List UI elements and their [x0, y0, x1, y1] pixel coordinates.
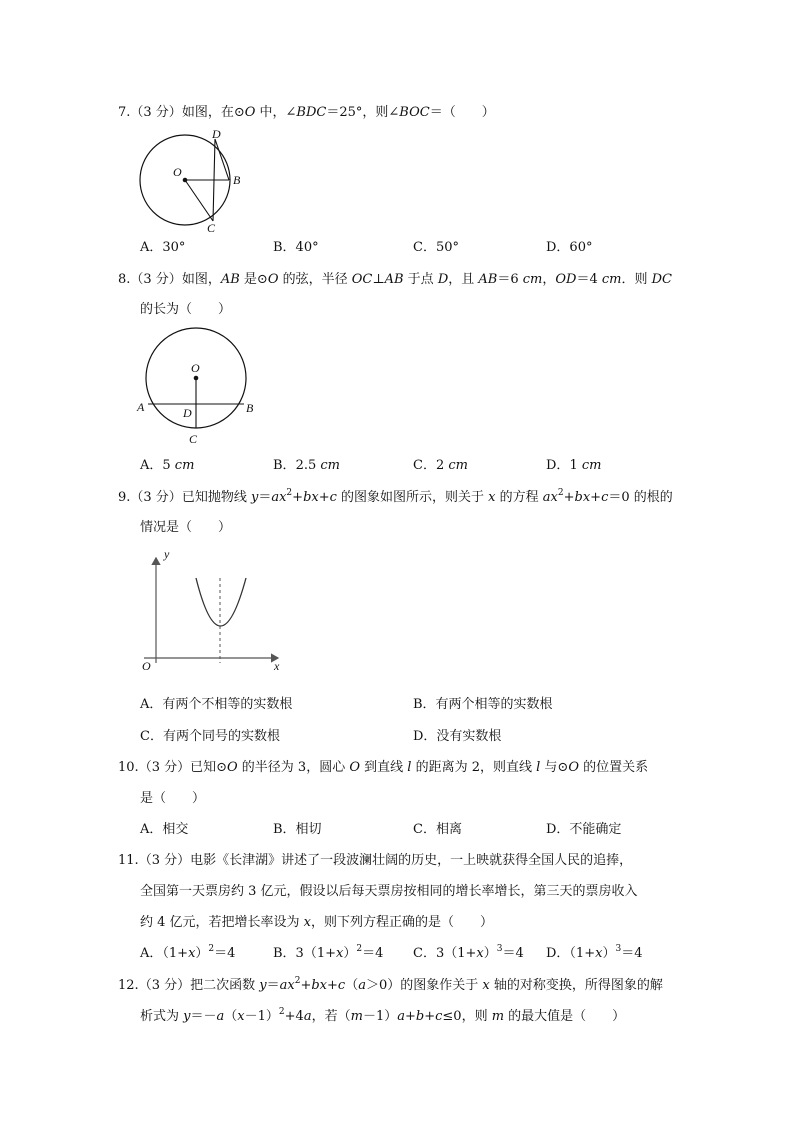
stem-var: c — [601, 490, 609, 505]
stem-var: a — [216, 1009, 225, 1024]
option-exponent: 3 — [615, 944, 622, 954]
option-exponent: 3 — [496, 944, 503, 954]
stem-var: bx — [311, 978, 327, 993]
stem-text: 于点 — [403, 272, 438, 287]
question-11-stem-line1 — [118, 853, 632, 869]
stem-var: bx — [303, 490, 319, 505]
question-number: 9. — [118, 490, 131, 505]
option-var: x — [336, 946, 344, 961]
stem-text: + — [590, 490, 602, 505]
option-var: x — [476, 946, 484, 961]
center-dot — [183, 178, 188, 183]
stem-exponent: 2 — [557, 488, 564, 498]
option-b — [273, 458, 340, 474]
stem-var: y — [259, 978, 267, 993]
stem-text: ≤0，则 — [442, 1009, 492, 1024]
stem-text: ＝4 — [576, 272, 602, 287]
option-letter: C． — [413, 458, 436, 473]
question-score: （3 分） — [138, 853, 191, 868]
label-a: A — [137, 400, 145, 414]
stem-text: ＝25°，则∠ — [326, 105, 400, 120]
stem-var: m — [491, 1009, 505, 1024]
question-9-stem-line2: 情况是（ ） — [140, 520, 232, 535]
option-var: x — [188, 946, 196, 961]
option-text: ＝4 — [502, 946, 524, 961]
question-12-stem-line1 — [118, 978, 663, 994]
option-unit: cm — [581, 458, 602, 473]
stem-text: 轴的对称变换，所得图象的解 — [489, 978, 663, 993]
stem-var: x — [303, 915, 312, 930]
option-d — [546, 458, 601, 474]
label-o: O — [173, 165, 182, 179]
question-9-stem-line1 — [118, 490, 673, 506]
stem-text: + — [424, 1009, 436, 1024]
question-7-figure — [135, 127, 241, 235]
option-b: B．相切 — [273, 822, 322, 837]
stem-text: （ — [345, 978, 359, 993]
option-c: C．50° — [413, 240, 459, 255]
option-text: ） — [602, 946, 616, 961]
label-d: D — [183, 406, 192, 420]
stem-var: BOC — [399, 105, 430, 120]
option-a: A．30° — [140, 240, 186, 255]
stem-text: 中，∠ — [255, 105, 297, 120]
stem-var: c — [329, 490, 337, 505]
stem-text: 的最大值是（ ） — [504, 1009, 626, 1024]
stem-var: x — [482, 978, 490, 993]
stem-text: －1） — [244, 1009, 279, 1024]
option-value: 2.5 — [295, 458, 321, 473]
stem-text: + — [563, 490, 575, 505]
option-d: D．不能确定 — [546, 822, 622, 837]
question-9-figure — [138, 548, 288, 678]
stem-var: b — [415, 1009, 425, 1024]
option-a: A．有两个不相等的实数根 — [140, 697, 293, 712]
center-dot — [194, 376, 199, 381]
stem-text: ， — [542, 272, 556, 287]
option-unit: cm — [174, 458, 195, 473]
stem-var: m — [350, 1009, 363, 1024]
stem-text: 的位置关系 — [579, 760, 649, 775]
stem-text: 已知⊙ — [190, 760, 227, 775]
label-c: C — [207, 221, 216, 235]
option-b: B．40° — [273, 240, 319, 255]
stem-var: OD — [555, 272, 577, 287]
stem-var: l — [536, 760, 541, 775]
option-unit: cm — [448, 458, 468, 473]
option-exponent: 2 — [356, 944, 363, 954]
stem-var: c — [337, 978, 346, 993]
option-text: ＝4 — [362, 946, 384, 961]
stem-text: + — [292, 490, 304, 505]
stem-text: ＝ — [266, 978, 280, 993]
option-a: A．相交 — [140, 822, 189, 837]
option-text: ＝4 — [621, 946, 643, 961]
question-8-stem-line1 — [118, 272, 672, 288]
question-8-figure — [137, 330, 257, 445]
option-a — [140, 946, 235, 962]
question-8-stem-line2: 的长为（ ） — [140, 302, 232, 317]
stem-var: BDC — [296, 105, 327, 120]
stem-var: AB — [478, 272, 498, 287]
question-number: 12. — [118, 978, 139, 993]
stem-var: ax — [271, 490, 287, 505]
option-exponent: 2 — [208, 944, 215, 954]
stem-text: + — [404, 1009, 416, 1024]
stem-text: ＝6 — [497, 272, 523, 287]
option-text: ） — [483, 946, 497, 961]
stem-text: 的距离为 2，则直线 — [411, 760, 537, 775]
stem-var: ax — [542, 490, 558, 505]
stem-text: 是⊙ — [239, 272, 268, 287]
question-12-stem-line2 — [140, 1009, 625, 1025]
stem-var: bx — [574, 490, 591, 505]
option-value: 5 — [162, 458, 175, 473]
stem-exponent: 2 — [278, 1007, 285, 1017]
option-letter: B． — [273, 458, 296, 473]
stem-var: DC — [651, 272, 672, 287]
stem-text: ＝0 的根的 — [608, 490, 673, 505]
question-number: 8. — [118, 272, 131, 287]
stem-text: 把二次函数 — [190, 978, 260, 993]
stem-var: c — [435, 1009, 443, 1024]
option-text: ＝4 — [214, 946, 236, 961]
question-10-stem-line2: 是（ ） — [140, 791, 206, 806]
stem-text: 的图象如图所示，则关于 — [336, 490, 489, 505]
stem-var: O — [267, 272, 279, 287]
stem-text: 到直线 — [360, 760, 408, 775]
stem-var: O — [227, 760, 238, 775]
option-text: B．3（1+ — [273, 946, 336, 961]
stem-text: + — [300, 978, 312, 993]
question-score: （3 分） — [130, 105, 182, 120]
stem-var: cm — [522, 272, 543, 287]
stem-text: + — [327, 978, 338, 993]
stem-var: a — [358, 978, 366, 993]
stem-exponent: 2 — [286, 488, 293, 498]
stem-text: 电影《长津湖》讲述了一段波澜壮阔的历史，一上映就获得全国人民的追捧， — [190, 853, 633, 868]
option-d: D．60° — [546, 240, 593, 255]
label-d: D — [212, 127, 221, 141]
stem-text: + — [318, 490, 330, 505]
stem-var: O — [568, 760, 579, 775]
stem-var: D — [437, 272, 449, 287]
stem-text: 的方程 — [495, 490, 543, 505]
option-c — [413, 946, 524, 962]
stem-text: ＝（ ） — [429, 105, 495, 120]
parabola — [196, 578, 246, 626]
question-score: （3 分） — [138, 978, 191, 993]
stem-var: AB — [384, 272, 404, 287]
stem-text: （ — [224, 1009, 238, 1024]
stem-text: 如图，在⊙ — [181, 105, 245, 120]
option-c: C．有两个同号的实数根 — [140, 729, 280, 744]
option-b — [273, 946, 383, 962]
option-letter: A． — [140, 458, 163, 473]
stem-text: 的半径为 3，圆心 — [237, 760, 350, 775]
stem-var: a — [397, 1009, 405, 1024]
option-text: ） — [195, 946, 209, 961]
stem-text: ＞0）的图象作关于 — [365, 978, 483, 993]
stem-exponent: 2 — [294, 976, 301, 986]
option-var: x — [595, 946, 603, 961]
question-11-stem-line2: 全国第一天票房约 3 亿元，假设以后每天票房按相同的增长率增长，第三天的票房收入 — [140, 884, 638, 899]
stem-var: x — [237, 1009, 245, 1024]
question-number: 11. — [118, 853, 139, 868]
stem-text: －1） — [362, 1009, 398, 1024]
stem-text: 与⊙ — [540, 760, 569, 775]
label-x: x — [274, 659, 280, 673]
stem-var: cm — [601, 272, 622, 287]
option-text: D．（1+ — [546, 946, 596, 961]
stem-text: 析式为 — [140, 1009, 184, 1024]
label-b: B — [246, 401, 254, 415]
stem-text: 约 4 亿元，若把增长率设为 — [140, 915, 304, 930]
option-value: 2 — [435, 458, 449, 473]
question-11-stem-line3 — [140, 915, 493, 931]
label-b: B — [233, 173, 241, 187]
option-unit: cm — [320, 458, 340, 473]
stem-text: ，若（ — [311, 1009, 351, 1024]
question-7-stem — [118, 105, 495, 121]
label-c: C — [189, 432, 198, 446]
question-number: 10. — [118, 760, 139, 775]
question-score: （3 分） — [130, 490, 182, 505]
option-text: A．（1+ — [140, 946, 189, 961]
stem-text: ．则 — [621, 272, 652, 287]
option-a — [140, 458, 194, 474]
stem-var: ax — [279, 978, 295, 993]
stem-var: l — [407, 760, 412, 775]
stem-text: 已知抛物线 — [181, 490, 251, 505]
stem-var: x — [488, 490, 496, 505]
stem-var: y — [183, 1009, 191, 1024]
option-text: ） — [343, 946, 357, 961]
option-c: C．相离 — [413, 822, 462, 837]
stem-var: AB — [220, 272, 240, 287]
option-d — [546, 946, 642, 962]
label-o: O — [142, 659, 151, 673]
option-d: D．没有实数根 — [413, 729, 502, 744]
question-number: 7. — [118, 105, 131, 120]
stem-var: O — [349, 760, 361, 775]
stem-text: 的弦，半径 — [278, 272, 352, 287]
stem-text: +4 — [284, 1009, 304, 1024]
question-score: （3 分） — [130, 272, 182, 287]
stem-var: y — [250, 490, 259, 505]
stem-var: a — [303, 1009, 312, 1024]
stem-var: OC — [351, 272, 373, 287]
option-value: 1 — [569, 458, 582, 473]
stem-text: ＝－ — [190, 1009, 217, 1024]
question-10-stem-line1 — [118, 760, 648, 776]
stem-var: O — [244, 105, 256, 120]
stem-text: ＝ — [258, 490, 272, 505]
option-text: C．3（1+ — [413, 946, 477, 961]
stem-text: ，且 — [448, 272, 479, 287]
question-score: （3 分） — [138, 760, 191, 775]
label-y: y — [164, 547, 170, 561]
option-b: B．有两个相等的实数根 — [413, 697, 553, 712]
option-letter: D． — [546, 458, 570, 473]
stem-text: ，则下列方程正确的是（ ） — [311, 915, 494, 930]
stem-text: ⊥ — [372, 272, 385, 287]
stem-text: 如图， — [181, 272, 221, 287]
option-c — [413, 458, 468, 474]
label-o: O — [191, 361, 200, 375]
